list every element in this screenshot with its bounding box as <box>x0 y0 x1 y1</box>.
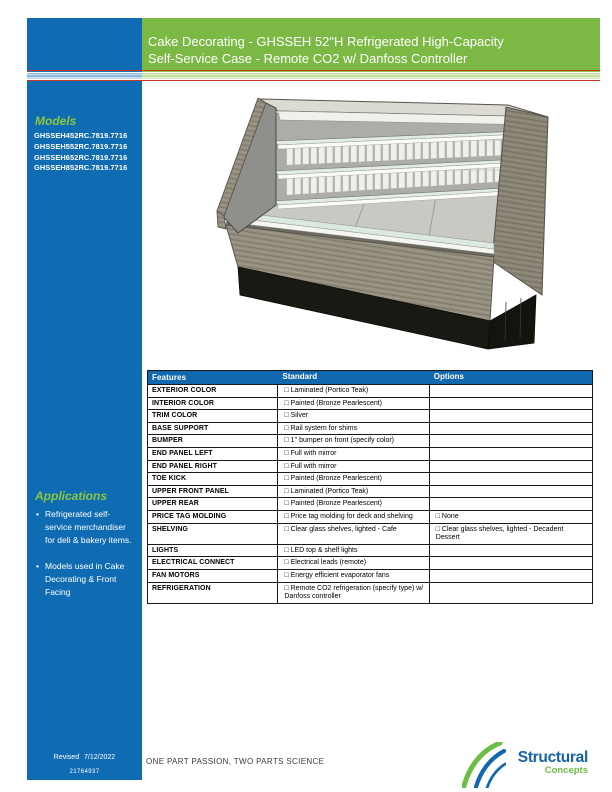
table-row <box>148 544 592 557</box>
table-row <box>148 422 592 435</box>
page-title-line1: Cake Decorating - GHSSEH 52"H Refrigerated High-Capacity <box>148 34 504 49</box>
standard-cell: □ Laminated (Portico Teak) <box>278 385 429 397</box>
standard-cell: □ LED top & shelf lights <box>278 545 429 557</box>
standard-cell: □ Price tag molding for deck and shelving <box>278 511 429 523</box>
options-cell <box>430 435 592 447</box>
sidebar <box>27 81 142 780</box>
model-number: GHSSEH452RC.7819.7716 <box>34 131 128 140</box>
options-cell <box>430 545 592 557</box>
models-heading: Models <box>35 114 77 128</box>
standard-cell: □ Laminated (Portico Teak) <box>278 486 429 498</box>
table-row <box>148 447 592 460</box>
options-cell <box>430 557 592 569</box>
standard-cell: □ Silver <box>278 410 429 422</box>
application-item: • Refrigerated self-service merchandiser for deli & bakery items. <box>36 508 136 547</box>
feature-cell: SHELVING <box>148 524 278 544</box>
table-row <box>148 510 592 523</box>
feature-cell: PRICE TAG MOLDING <box>148 511 278 523</box>
feature-cell: END PANEL RIGHT <box>148 461 278 473</box>
model-list <box>34 131 127 174</box>
standard-cell: □ Painted (Bronze Pearlescent) <box>278 498 429 510</box>
options-cell <box>430 498 592 510</box>
standard-cell: □ Electrical leads (remote) <box>278 557 429 569</box>
feature-cell: REFRIGERATION <box>148 583 278 603</box>
application-item: • Models used in Cake Decorating & Front Facing <box>36 560 136 599</box>
model-number: GHSSEH852RC.7819.7716 <box>34 163 128 173</box>
standard-cell: □ 1'' bumper on front (specify color) <box>278 435 429 447</box>
options-cell <box>430 423 592 435</box>
options-cell <box>430 486 592 498</box>
revised-date: Revised 7/12/2022 <box>53 754 116 761</box>
feature-cell: LIGHTS <box>148 545 278 557</box>
table-row <box>148 460 592 473</box>
company-logo <box>462 742 592 788</box>
logo-text <box>506 750 588 775</box>
column-header-features: Features <box>152 373 187 382</box>
feature-cell: FAN MOTORS <box>148 570 278 582</box>
page-title <box>142 18 600 70</box>
options-cell <box>430 410 592 422</box>
options-cell: □ None <box>435 512 459 520</box>
options-cell: □ Clear glass shelves, lighted - Decadent Dessert <box>435 525 564 542</box>
features-table <box>147 370 593 604</box>
feature-cell: BUMPER <box>148 435 278 447</box>
standard-cell: □ Remote CO2 refrigeration (specify type) w/ Danfoss controller <box>278 583 429 603</box>
logo-concepts-label: Concepts <box>544 765 588 776</box>
table-row <box>148 569 592 582</box>
footer-tagline: ONE PART PASSION, TWO PARTS SCIENCE <box>146 757 325 766</box>
table-row <box>148 472 592 485</box>
applications-list <box>36 508 136 612</box>
table-row <box>148 582 592 603</box>
standard-cell: □ Full with mirror <box>278 448 429 460</box>
standard-cell: □ Painted (Bronze Pearlescent) <box>278 398 429 410</box>
options-cell <box>430 570 592 582</box>
logo-swoosh-icon <box>462 742 506 788</box>
feature-cell: BASE SUPPORT <box>148 423 278 435</box>
column-header-options: Options <box>433 372 464 381</box>
options-cell <box>430 583 592 603</box>
model-number: GHSSEH552RC.7819.7716 <box>34 141 128 151</box>
column-header-standard: Standard <box>282 372 318 381</box>
table-row <box>148 384 592 397</box>
logo-structural-label: Structural <box>517 749 588 766</box>
table-row <box>148 556 592 569</box>
applications-heading: Applications <box>35 489 108 503</box>
table-row <box>148 497 592 510</box>
table-row <box>148 485 592 498</box>
table-header-row <box>148 371 592 384</box>
table-row <box>148 434 592 447</box>
model-number: GHSSEH652RC.7819.7716 <box>34 152 128 162</box>
divider-stripes-green <box>142 71 600 80</box>
standard-cell: □ Rail system for shims <box>278 423 429 435</box>
table-row <box>148 397 592 410</box>
feature-cell: INTERIOR COLOR <box>148 398 278 410</box>
options-cell <box>430 473 592 485</box>
options-cell <box>430 448 592 460</box>
standard-cell: □ Clear glass shelves, lighted - Cafe <box>278 524 429 544</box>
page-title-line2: Self-Service Case - Remote CO2 w/ Danfoss Controller <box>148 50 468 66</box>
standard-cell: □ Full with mirror <box>278 461 429 473</box>
document-number: 21764937 <box>69 769 100 775</box>
header-blue-block <box>27 18 142 70</box>
feature-cell: UPPER FRONT PANEL <box>148 486 278 498</box>
divider-stripes <box>27 70 600 81</box>
options-cell <box>430 398 592 410</box>
standard-cell: □ Energy efficient evaporator fans <box>278 570 429 582</box>
feature-cell: UPPER REAR <box>148 498 278 510</box>
feature-cell: END PANEL LEFT <box>148 448 278 460</box>
options-cell <box>430 385 592 397</box>
feature-cell: TRIM COLOR <box>148 410 278 422</box>
table-row <box>148 523 592 544</box>
feature-cell: EXTERIOR COLOR <box>148 385 278 397</box>
feature-cell: TOE KICK <box>148 473 278 485</box>
options-cell <box>430 461 592 473</box>
standard-cell: □ Painted (Bronze Pearlescent) <box>278 473 429 485</box>
feature-cell: ELECTRICAL CONNECT <box>148 557 278 569</box>
table-row <box>148 409 592 422</box>
product-image <box>190 95 590 365</box>
divider-stripes-blue <box>27 71 142 80</box>
